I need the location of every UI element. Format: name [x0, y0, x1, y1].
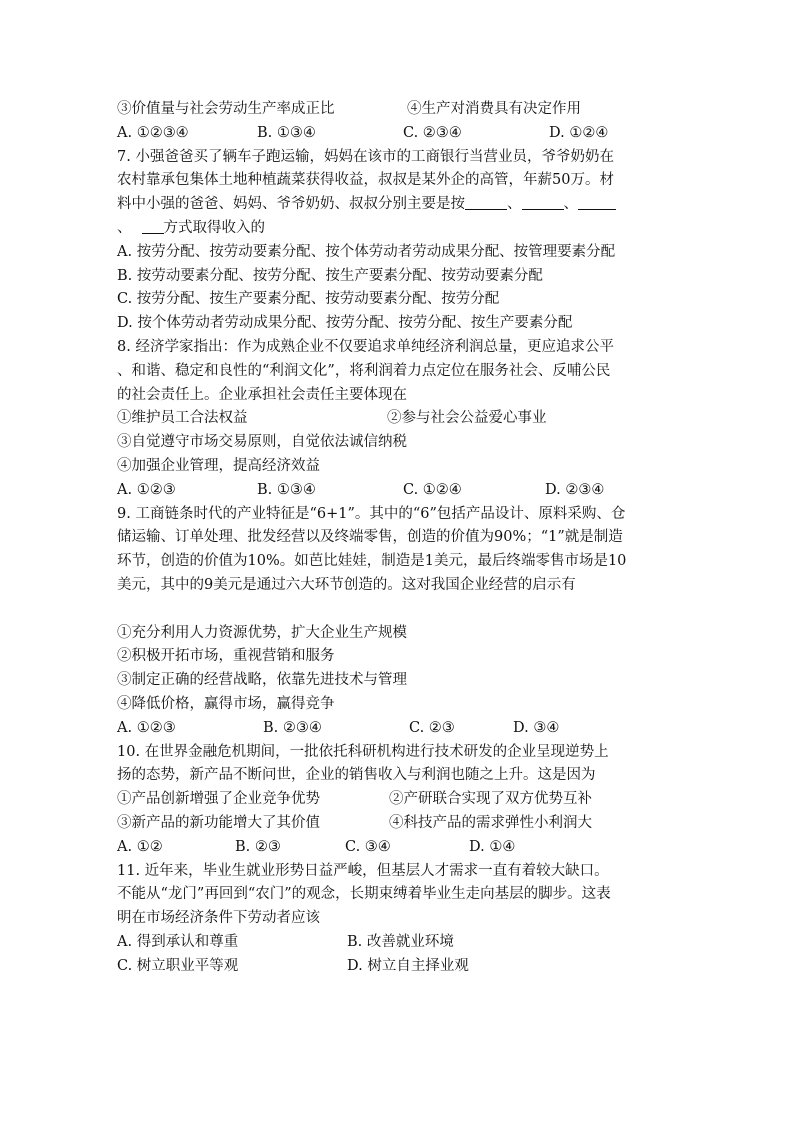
- q10-option-a: A. ①②: [117, 838, 163, 855]
- q9-options: [117, 717, 679, 741]
- q8-stem-line-1: 8. 经济学家指出：作为成熟企业不仅要追求单纯经济利润总量，更应追求公平: [117, 338, 614, 355]
- q8-items-row-1: [117, 407, 679, 431]
- q6-item-4: ④生产对消费具有决定作用: [407, 101, 581, 117]
- q7-sep-2: 、: [563, 196, 578, 213]
- q7-blank-3: [578, 194, 616, 210]
- q9-option-c: C. ②③: [409, 719, 455, 736]
- q7-blank-4: [142, 218, 164, 234]
- q11-option-d: D. 树立自主择业观: [347, 957, 469, 974]
- q7-blank-2: [522, 194, 564, 210]
- q11-stem-line-1: 11. 近年来，毕业生就业形势日益严峻，但基层人才需求一直有着较大缺口。: [117, 862, 609, 879]
- q7-stem-line-2: 农村靠承包集体土地种植蔬菜获得收益，叔叔是某外企的高管，年薪50万。材: [117, 172, 614, 189]
- q10-item-4: ④科技产品的需求弹性小利润大: [389, 814, 592, 831]
- q9-stem-line-1: 9. 工商链条时代的产业特征是“6+1”。其中的“6”包括产品设计、原料采购、仓: [117, 505, 626, 522]
- q8-item-3: ③自觉遵守市场交易原则，自觉依法诚信纳税: [117, 434, 407, 451]
- q11-options-row-1: [117, 931, 679, 955]
- exam-page: [117, 98, 679, 978]
- q7-stem-last-prefix: 、: [117, 219, 132, 236]
- q10-option-c: C. ③④: [345, 838, 391, 855]
- q6-items-row: [117, 98, 679, 122]
- q7-stem-text: 料中小强的爸爸、妈妈、爷爷奶奶、叔叔分别主要是按: [117, 196, 465, 213]
- q10-item-1: ①产品创新增强了企业竞争优势: [117, 791, 320, 808]
- q10-item-2: ②产研联合实现了双方优势互补: [389, 791, 592, 808]
- q10-stem-line-2: 扬的态势，新产品不断问世，企业的销售收入与利润也随之上升。这是因为: [117, 767, 596, 784]
- q8-stem-line-2: 、和谐、稳定和良性的“利润文化”，将利润着力点定位在服务社会、反哺公民: [117, 362, 611, 379]
- q6-option-a: A. ①②③④: [117, 124, 189, 141]
- q10-item-3: ③新产品的新功能增大了其价值: [117, 814, 320, 831]
- q6-option-c: C. ②③④: [403, 124, 462, 141]
- q8-options: [117, 479, 679, 503]
- q9-option-d: D. ③④: [513, 719, 560, 736]
- q8-item-4: ④加强企业管理，提高经济效益: [117, 457, 320, 474]
- q8-option-d: D. ②③④: [545, 481, 605, 498]
- q8-option-b: B. ①③④: [257, 481, 316, 498]
- q10-stem-line-1: 10. 在世界金融危机期间，一批依托科研机构进行技术研发的企业呈现逆势上: [117, 743, 609, 760]
- q10-option-b: B. ②③: [235, 838, 281, 855]
- q11-option-a: A. 得到承认和尊重: [117, 933, 239, 950]
- q7-option-a: A. 按劳分配、按劳动要素分配、按个体劳动者劳动成果分配、按管理要素分配: [117, 243, 616, 260]
- q6-options: [117, 122, 679, 146]
- q10-options: [117, 836, 679, 860]
- q11-option-b: B. 改善就业环境: [347, 933, 454, 950]
- q9-item-3: ③制定正确的经营战略，依靠先进技术与管理: [117, 672, 407, 689]
- q9-item-4: ④降低价格，赢得市场，赢得竞争: [117, 695, 335, 712]
- q7-stem-line-4: [117, 217, 679, 241]
- q6-item-3: ③价值量与社会劳动生产率成正比: [117, 101, 335, 117]
- q8-option-a: A. ①②③: [117, 481, 176, 498]
- q10-items-row-2: [117, 812, 679, 836]
- q6-option-d: D. ①②④: [549, 124, 609, 141]
- q9-stem-line-3: 环节，创造的价值为10%。如芭比娃娃，制造是1美元，最后终端零售市场是10: [117, 553, 627, 570]
- q9-stem-line-4: 美元，其中的9美元是通过六大环节创造的。这对我国企业经营的启示有: [117, 576, 576, 593]
- q8-item-2: ②参与社会公益爱心事业: [387, 410, 547, 427]
- q6-option-b: B. ①③④: [257, 124, 316, 141]
- q9-stem-line-2: 储运输、订单处理、批发经营以及终端零售，创造的价值为90%；“1”就是制造: [117, 529, 623, 546]
- q11-options-row-2: [117, 955, 679, 979]
- q10-option-d: D. ①④: [469, 838, 516, 855]
- q11-stem-line-3: 明在市场经济条件下劳动者应该: [117, 910, 320, 927]
- q8-item-1: ①维护员工合法权益: [117, 410, 248, 427]
- q7-option-c: C. 按劳分配、按生产要素分配、按劳动要素分配、按劳分配: [117, 291, 500, 308]
- q9-option-b: B. ②③④: [263, 719, 322, 736]
- q7-blank-1: [465, 194, 507, 210]
- q11-option-c: C. 树立职业平等观: [117, 957, 239, 974]
- q7-stem-line-3: [117, 193, 679, 217]
- q9-item-2: ②积极开拓市场，重视营销和服务: [117, 648, 335, 665]
- q10-items-row-1: [117, 788, 679, 812]
- q7-option-b: B. 按劳动要素分配、按劳分配、按生产要素分配、按劳动要素分配: [117, 267, 543, 284]
- q7-option-d: D. 按个体劳动者劳动成果分配、按劳分配、按劳分配、按生产要素分配: [117, 315, 573, 332]
- q8-stem-line-3: 的社会责任上。企业承担社会责任主要体现在: [117, 386, 407, 403]
- q11-stem-line-2: 不能从“龙门”再回到“农门”的观念，长期束缚着毕业生走向基层的脚步。这表: [117, 886, 611, 903]
- q8-option-c: C. ①②④: [403, 481, 462, 498]
- q7-sep-1: 、: [507, 196, 522, 213]
- q9-item-1: ①充分利用人力资源优势，扩大企业生产规模: [117, 624, 407, 641]
- q9-option-a: A. ①②③: [117, 719, 176, 736]
- q9-spacer: [117, 598, 679, 622]
- q7-stem-line-1: 7. 小强爸爸买了辆车子跑运输，妈妈在该市的工商银行当营业员，爷爷奶奶在: [117, 148, 614, 165]
- q7-stem-last-suffix: 方式取得收入的: [163, 219, 265, 236]
